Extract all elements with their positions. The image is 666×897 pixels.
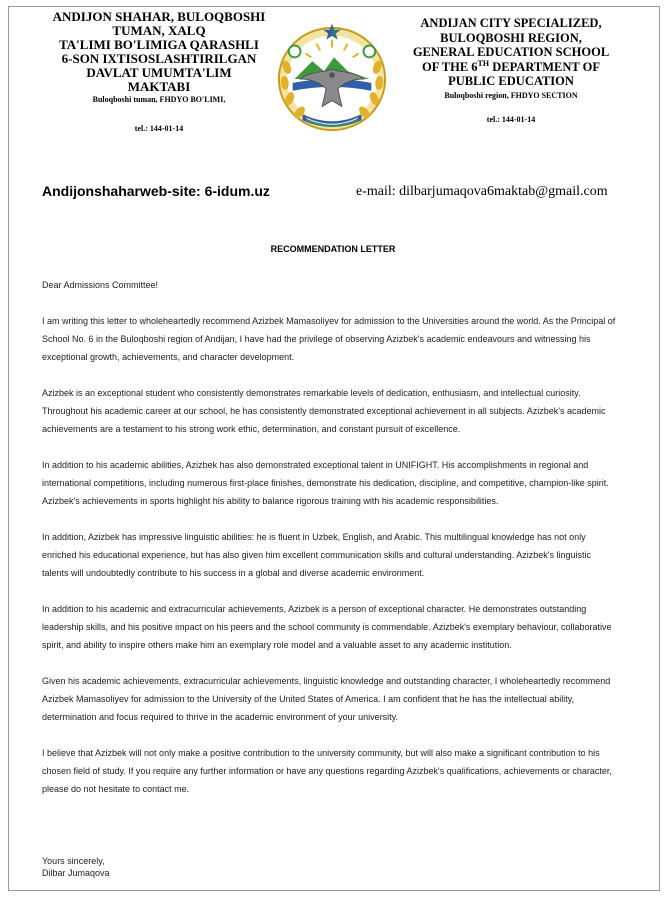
email-link[interactable]: e-mail: dilbarjumaqova6maktab@gmail.com <box>356 184 608 199</box>
signature-name: Dilbar Jumaqova <box>42 868 110 878</box>
letter-closing <box>42 855 110 879</box>
header-left-line: MAKTABI <box>127 79 191 94</box>
state-emblem-icon <box>273 18 391 136</box>
header-right-line: BULOQBOSHI REGION, <box>440 30 582 45</box>
header-left-line: DAVLAT UMUMTA'LIM <box>86 65 232 80</box>
letter-paragraph: Azizbek is an exceptional student who consistently demonstrates remarkable levels of dedication, enthusiasm, and intellectual curiosity. Throughout his academic career at our school, he has consistently demonstrated exceptional achievement in all subjects. Azizbek's academic achievements are a testament to his strong work ethic, determination, and constant pursuit of excellence. <box>42 388 606 434</box>
header-right-english <box>400 16 622 125</box>
header-right-line: PUBLIC EDUCATION <box>448 74 574 88</box>
letter-salutation: Dear Admissions Committee! <box>42 280 159 290</box>
header-right-line4-sup: TH <box>477 58 490 68</box>
header-left-line: TA'LIMI BO'LIMIGA QARASHLI <box>59 37 259 52</box>
header-left-phone: tel.: 144-01-14 <box>134 124 184 133</box>
letter-paragraph: In addition to his academic and extracurricular achievements, Azizbek is a person of exceptional character. He demonstrates outstanding leadership skills, and his positive impact on his peers and the school community is commendable. Azizbek's exemplary behaviour, collaborative spirit, and ability to inspire others make him an exemplary role model and a valuable asset to any academic institution. <box>42 604 612 650</box>
header-left-line: TUMAN, XALQ <box>112 23 206 38</box>
header-right-line4-post: DEPARTMENT OF <box>489 59 601 74</box>
letter-paragraph: I believe that Azizbek will not only make a positive contribution to the university community, but will also make a significant contribution to his chosen field of study. If you require any further information or have any questions regarding Azizbek's qualifications, achievements or character, please do not hesitate to contact me. <box>42 748 612 794</box>
header-right-phone: tel.: 144-01-14 <box>486 114 536 124</box>
header-right-line <box>400 60 622 75</box>
header-right-subtitle: Buloqboshi region, FHDYO SECTION <box>444 90 578 100</box>
header-right-line: GENERAL EDUCATION SCHOOL <box>412 45 610 59</box>
header-left-subtitle: Buloqboshi tuman, FHDYO BO'LIMI, <box>92 95 226 104</box>
letter-paragraph: In addition to his academic abilities, Azizbek has also demonstrated exceptional talent in UNIFIGHT. His accomplishments in regional and international competitions, including numerous first-place finishes, demonstrate his dedication, discipline, and competitive, champion-like spirit. Azizbek's achievements in sports highlight his ability to balance rigorous training with his academic responsibilities. <box>42 460 609 506</box>
header-right-line4-pre: OF THE 6 <box>421 59 478 74</box>
closing-phrase: Yours sincerely, <box>42 856 105 866</box>
letter-paragraph: Given his academic achievements, extracurricular achievements, linguistic knowledge and outstanding character, I wholeheartedly recommend Azizbek Mamasoliyev for admission to the University of the United States of America. I am confident that he has the intellectual ability, determination and focus required to thrive in the academic environment of your university. <box>42 676 611 722</box>
header-left-line: ANDIJON SHAHAR, BULOQBOSHI <box>52 9 266 24</box>
website-link[interactable]: Andijonshaharweb-site: 6-idum.uz <box>42 183 270 199</box>
header-left-uzbek <box>50 10 268 134</box>
header-right-line: ANDIJAN CITY SPECIALIZED, <box>420 16 602 30</box>
letter-body <box>42 276 620 816</box>
letter-paragraph: I am writing this letter to wholeheartedly recommend Azizbek Mamasoliyev for admission to the Universities around the world. As the Principal of School No. 6 in the Buloqboshi region of Andijan, I have had the privilege of observing Azizbek's academic endeavours and witnessing his exceptional growth, achievements, and character development. <box>42 316 616 362</box>
letter-title: RECOMMENDATION LETTER <box>270 244 396 254</box>
letter-paragraph: In addition, Azizbek has impressive linguistic abilities: he is fluent in Uzbek, English, and Arabic. This multilingual knowledge has not only enriched his educational experience, but has also given him excellent communication skills and cultural understanding. Azizbek's linguistic talents will undoubtedly contribute to his success in a global and diverse academic environment. <box>42 532 592 578</box>
header-left-line: 6-SON IXTISOSLASHTIRILGAN <box>61 51 257 66</box>
